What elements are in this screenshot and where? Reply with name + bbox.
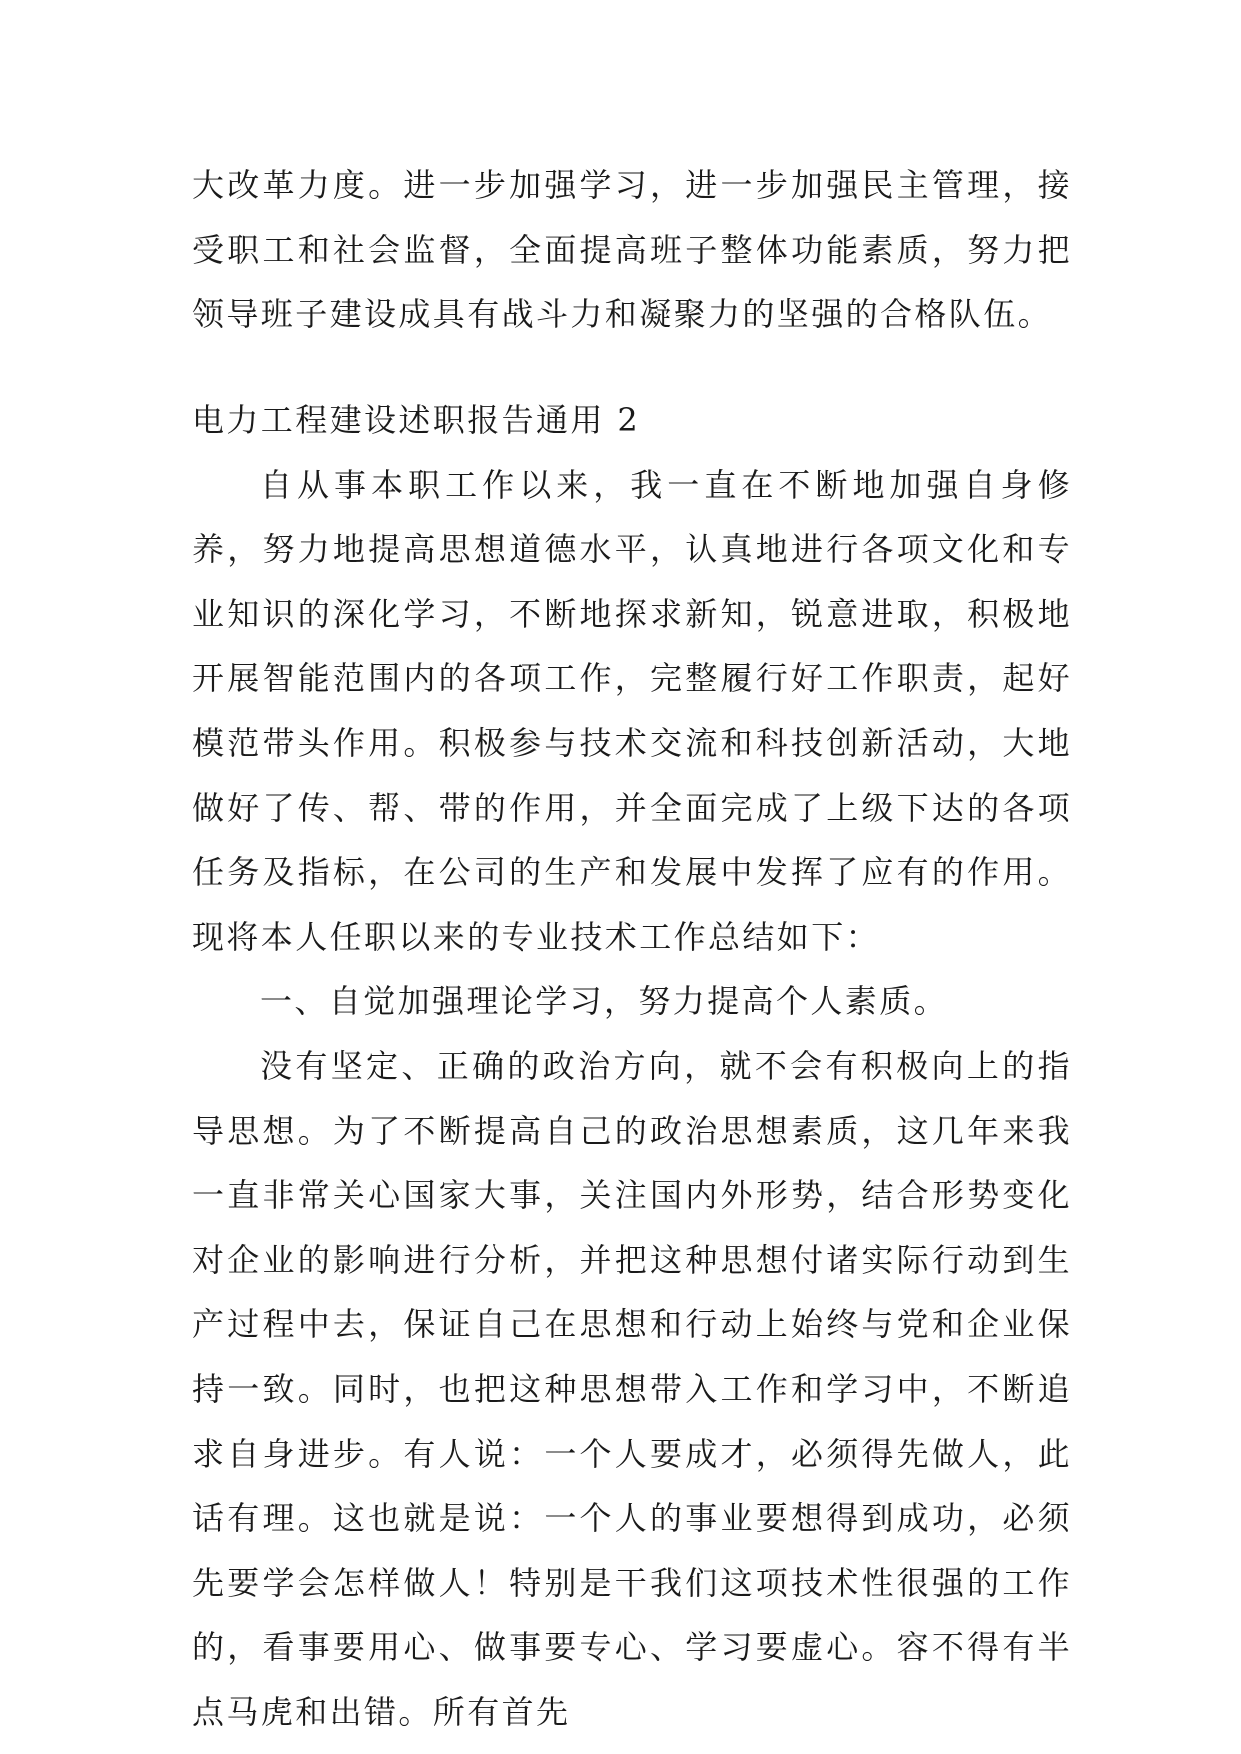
- section-heading-one: 一、自觉加强理论学习，努力提高个人素质。: [260, 982, 949, 1021]
- section-title: 电力工程建设述职报告通用 2: [192, 401, 641, 439]
- body-paragraph-political: 没有坚定、正确的政治方向，就不会有积极向上的指导思想。为了不断提高自己的政治思想素质，这几年来我一直非常关心国家大事，关注国内外形势，结合形势变化对企业的影响进行分析，并把这种思想付诸实际行动到生产过程中去，保证自己在思想和行动上始终与党和企业保持一致。同时，也把这种思想带入工作和学习中，不断追求自身进步。有人说：一个人要成才，必须得先做人，此话有理。这也就是说：一个人的事业要想得到成功，必须先要学会怎样做人！特别是干我们这项技术性很强的工作的，看事要用心、做事要专心、学习要虚心。容不得有半点马虎和出错。所有首先: [192, 1046, 1072, 1731]
- continuation-paragraph: 大改革力度。进一步加强学习，进一步加强民主管理，接受职工和社会监督，全面提高班子整体功能素质，努力把领导班子建设成具有战斗力和凝聚力的坚强的合格队伍。: [192, 166, 1072, 334]
- report-section: [192, 388, 1072, 1744]
- body-paragraph-intro: 自从事本职工作以来，我一直在不断地加强自身修养，努力地提高思想道德水平，认真地进行各项文化和专业知识的深化学习，不断地探求新知，锐意进取，积极地开展智能范围内的各项工作，完整履行好工作职责，起好模范带头作用。积极参与技术交流和科技创新活动，大地做好了传、帮、带的作用，并全面完成了上级下达的各项任务及指标，在公司的生产和发展中发挥了应有的作用。现将本人任职以来的专业技术工作总结如下：: [192, 465, 1072, 956]
- continuation-section: [192, 153, 1072, 347]
